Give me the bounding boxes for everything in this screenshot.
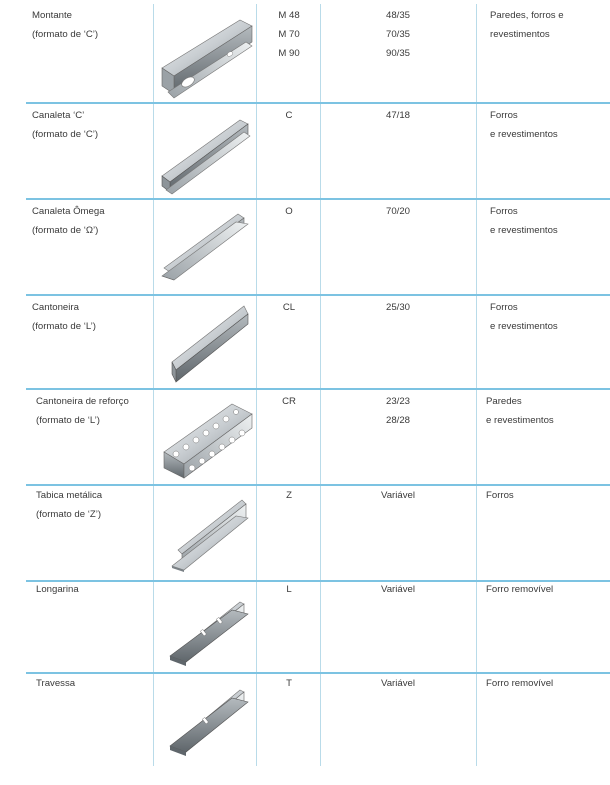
angle-profile-icon (156, 296, 256, 390)
profile-name: Longarina (36, 584, 79, 595)
profile-application: Paredes, forros e revestimentos (490, 10, 564, 40)
omega-channel-profile-icon (156, 202, 256, 296)
profile-application: Forros (486, 490, 514, 501)
profile-dimensions: 25/30 (385, 302, 410, 313)
profile-name: Canaleta ‘C’ (formato de ‘C’) (32, 110, 99, 140)
profile-application: Forros e revestimentos (490, 206, 558, 236)
profile-name: Tabica metálica (formato de ‘Z’) (36, 490, 103, 520)
profile-dimensions: Variável (381, 490, 415, 501)
profile-code: M 48 M 70 M 90 (278, 10, 300, 59)
table-row (0, 486, 610, 582)
table-row (0, 200, 610, 296)
main-runner-profile-icon (156, 582, 256, 676)
profile-application: Paredes e revestimentos (486, 396, 554, 426)
profile-dimensions: 23/23 28/28 (385, 396, 410, 426)
profile-name: Canaleta Ômega (formato de ‘Ω’) (32, 206, 105, 236)
profile-code: O (285, 206, 293, 217)
profile-application: Forros e revestimentos (490, 110, 558, 140)
profile-application: Forro removível (486, 678, 554, 689)
profile-name: Cantoneira de reforço (formato de ‘L’) (36, 396, 129, 426)
profile-dimensions: 70/20 (385, 206, 410, 217)
profile-dimensions: 47/18 (385, 110, 410, 121)
table-row (0, 6, 610, 104)
z-profile-icon (156, 486, 256, 580)
profile-code: L (286, 584, 292, 595)
profile-dimensions: Variável (381, 678, 415, 689)
c-stud-profile-icon (156, 10, 256, 104)
profile-code: Z (286, 490, 292, 501)
c-channel-profile-icon (156, 106, 256, 200)
profile-code: T (286, 678, 292, 689)
profile-code: CR (282, 396, 296, 407)
profile-name: Montante (formato de ‘C’) (32, 10, 99, 40)
cross-tee-profile-icon (156, 674, 256, 768)
profile-application: Forros e revestimentos (490, 302, 558, 332)
profile-code: C (285, 110, 293, 121)
profile-dimensions: 48/35 70/35 90/35 (385, 10, 410, 59)
table-row (0, 390, 610, 486)
perforated-angle-profile-icon (156, 392, 256, 486)
profile-application: Forro removível (486, 584, 554, 595)
table-row (0, 674, 610, 768)
profile-name: Cantoneira (formato de ‘L’) (32, 302, 96, 332)
table-row (0, 104, 610, 200)
profile-dimensions: Variável (381, 584, 415, 595)
table-row (0, 296, 610, 390)
profile-code: CL (282, 302, 296, 313)
table-row (0, 582, 610, 676)
profile-name: Travessa (36, 678, 76, 689)
